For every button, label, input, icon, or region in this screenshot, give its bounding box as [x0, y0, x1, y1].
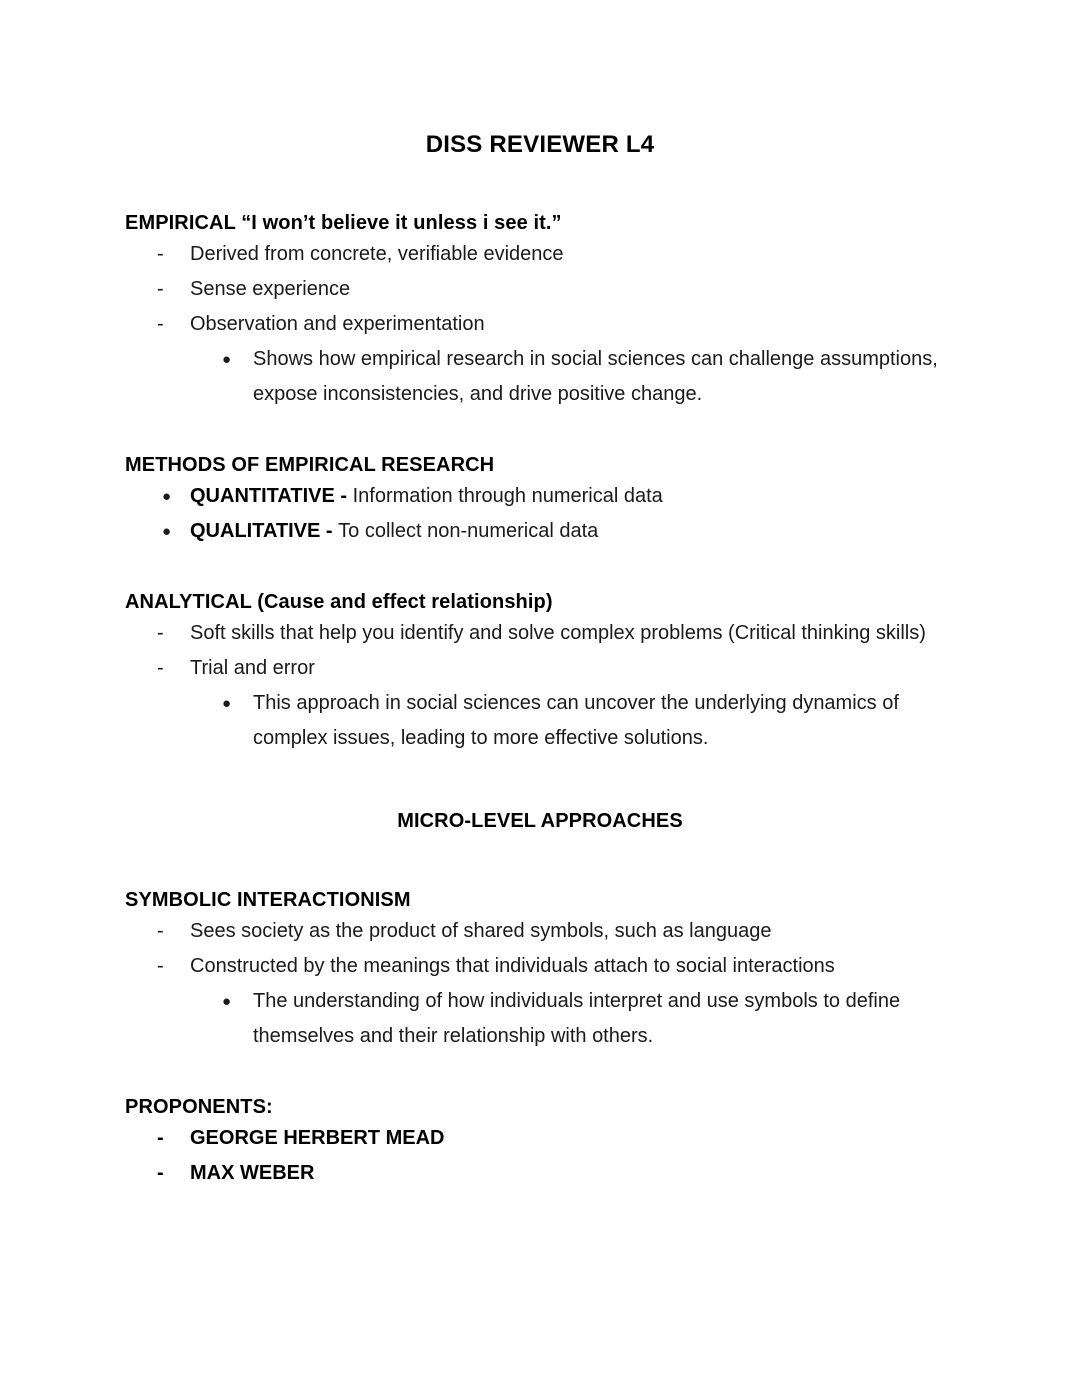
section-list: [0, 1121, 1080, 1191]
section-heading-centered: MICRO-LEVEL APPROACHES: [397, 810, 683, 833]
dash-bullet-icon: -: [157, 1162, 164, 1185]
list-item: [0, 514, 1080, 549]
list-item: [0, 1121, 1080, 1156]
dash-bullet-icon: -: [157, 657, 164, 680]
term-label: QUANTITATIVE: [190, 485, 335, 508]
list-item: [0, 914, 1080, 949]
list-item-text: Trial and error: [190, 657, 315, 680]
section-empirical: [0, 210, 1080, 412]
term-definition: To collect non-numerical data: [338, 520, 599, 543]
term-separator: -: [334, 485, 353, 508]
section-list: [0, 237, 1080, 412]
dash-bullet-icon: -: [157, 955, 164, 978]
sub-list-item-text: Shows how empirical research in social sciences can challenge assumptions, expose inconsistencies, and drive positive change.: [253, 348, 938, 406]
list-item: [0, 307, 1080, 342]
round-bullet-icon: ●: [222, 993, 232, 1011]
dash-bullet-icon: -: [157, 920, 164, 943]
round-bullet-icon: ●: [162, 488, 172, 506]
list-item-text: Soft skills that help you identify and solve complex problems (Critical thinking skills): [190, 622, 926, 645]
sub-list-item-text: The understanding of how individuals interpret and use symbols to define themselves and their relationship with others.: [253, 990, 901, 1048]
list-item: [0, 949, 1080, 984]
list-item-text: Sees society as the product of shared symbols, such as language: [190, 920, 772, 943]
sub-list-item: [0, 342, 1080, 412]
dash-bullet-icon: -: [157, 622, 164, 645]
list-item: [0, 479, 1080, 514]
list-item-text: MAX WEBER: [190, 1162, 315, 1185]
section-heading: ANALYTICAL (Cause and effect relationship): [125, 591, 553, 614]
section-methods-of-empirical-research: [0, 452, 1080, 549]
list-item: [0, 651, 1080, 686]
term-label: QUALITATIVE: [190, 520, 321, 543]
list-item: [0, 237, 1080, 272]
list-item-text: GEORGE HERBERT MEAD: [190, 1127, 445, 1150]
dash-bullet-icon: -: [157, 243, 164, 266]
dash-bullet-icon: -: [157, 278, 164, 301]
section-list: [0, 616, 1080, 756]
section-heading: EMPIRICAL “I won’t believe it unless i see it.”: [125, 212, 562, 235]
term-definition: Information through numerical data: [352, 485, 663, 508]
list-item-text: Observation and experimentation: [190, 313, 485, 336]
section-analytical: [0, 589, 1080, 756]
section-heading: SYMBOLIC INTERACTIONISM: [125, 889, 411, 912]
section-list: [0, 914, 1080, 1054]
dash-bullet-icon: -: [157, 1127, 164, 1150]
round-bullet-icon: ●: [222, 351, 232, 369]
section-heading: METHODS OF EMPIRICAL RESEARCH: [125, 454, 495, 477]
page-title: DISS REVIEWER L4: [425, 131, 655, 158]
list-item: [0, 616, 1080, 651]
section-list: [0, 479, 1080, 549]
round-bullet-icon: ●: [222, 695, 232, 713]
list-item-text: Sense experience: [190, 278, 351, 301]
dash-bullet-icon: -: [157, 313, 164, 336]
section-proponents: [0, 1094, 1080, 1191]
sub-list-item: [0, 984, 1080, 1054]
list-item-text: Constructed by the meanings that individuals attach to social interactions: [190, 955, 835, 978]
sub-list-item: [0, 686, 1080, 756]
round-bullet-icon: ●: [162, 523, 172, 541]
sub-list-item-text: This approach in social sciences can uncover the underlying dynamics of complex issues, leading to more effective solutions.: [253, 692, 899, 750]
section-micro-level-approaches: [0, 808, 1080, 835]
list-item-text: Derived from concrete, verifiable evidence: [190, 243, 564, 266]
list-item: [0, 272, 1080, 307]
term-separator: -: [320, 520, 339, 543]
section-symbolic-interactionism: [0, 887, 1080, 1054]
section-heading: PROPONENTS:: [125, 1096, 273, 1119]
list-item: [0, 1156, 1080, 1191]
